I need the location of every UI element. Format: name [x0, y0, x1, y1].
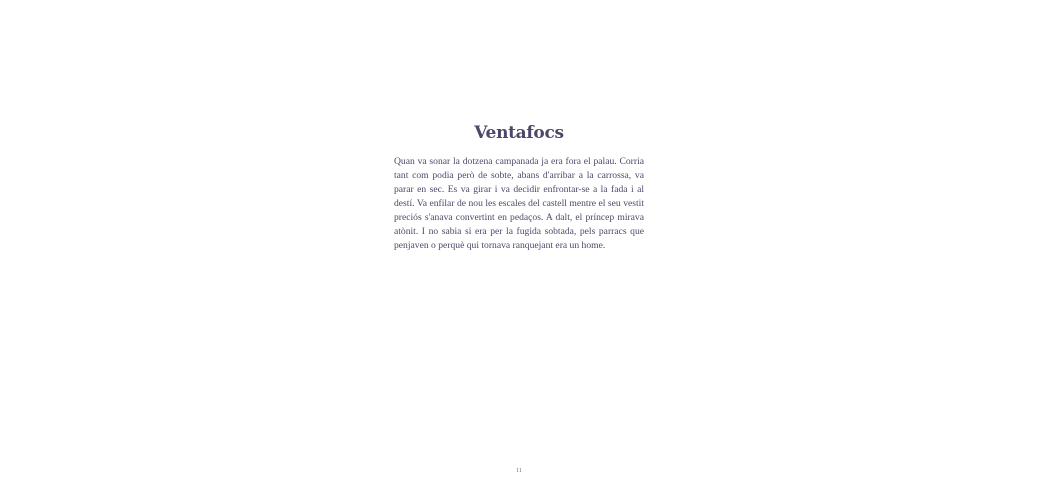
page-title: Ventafocs — [474, 123, 564, 143]
body-paragraph: Quan va sonar la dotzena campanada ja era fora el palau. Corria tant com podia però de sobte, abans d'arribar a la carrossa, va parar en sec. Es va girar i va decidir enfrontar-se a la fada i al destí. Va enfilar de nou les escales del castell mentre el seu vestit preciós s'anava convertint en pedaços. A dalt, el príncep mirava atònit. I no sabia si era per la fugida sobtada, pels parracs que penjaven o perquè qui tornava ranquejant era un home. — [394, 156, 644, 251]
page-number: 11 — [516, 468, 522, 474]
